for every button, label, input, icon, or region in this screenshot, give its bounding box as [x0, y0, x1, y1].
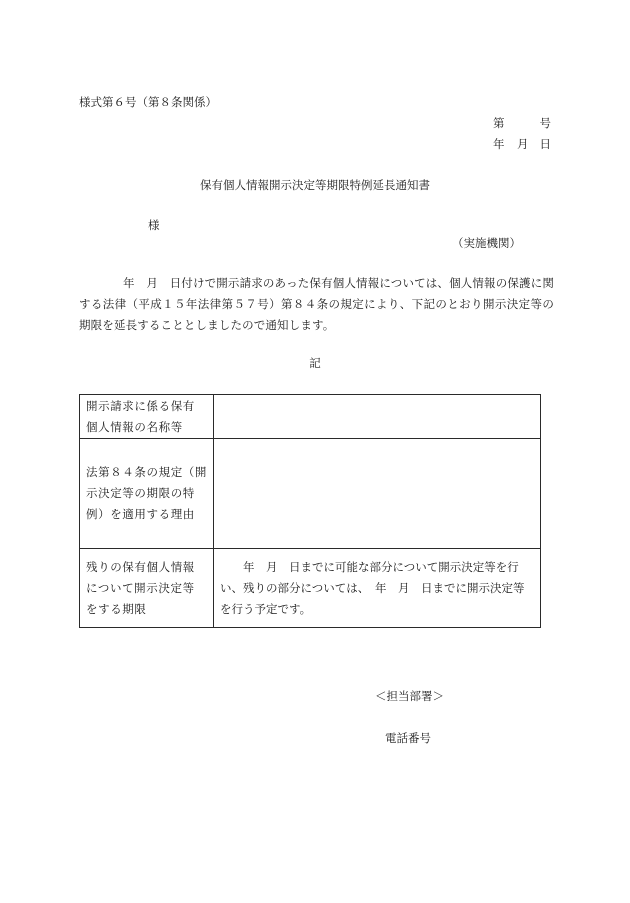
number-label-go: 号 — [539, 116, 551, 130]
row-value — [214, 439, 541, 549]
date-month: 月 — [517, 137, 529, 151]
date-day: 日 — [539, 137, 551, 151]
row-label — [80, 549, 214, 628]
row-label — [80, 439, 214, 549]
issuing-agency: （実施機関） — [452, 236, 521, 250]
row-value — [214, 549, 541, 628]
row-label-text: 残りの保有個人情報 について開示決定等 をする期限 — [86, 559, 195, 616]
contact-department: ＜担当部署＞ — [375, 689, 444, 703]
row-label — [80, 395, 214, 439]
ki-heading: 記 — [309, 356, 321, 370]
date-year: 年 — [493, 137, 505, 151]
notice-body — [79, 273, 554, 336]
table-row — [80, 439, 541, 549]
contact-phone: 電話番号 — [385, 731, 431, 745]
table-row — [80, 549, 541, 628]
table-row — [80, 395, 541, 439]
row-label-text: 開示請求に係る保有 個人情報の名称等 — [86, 398, 195, 434]
row-value — [214, 395, 541, 439]
document-title: 保有個人情報開示決定等期限特例延長通知書 — [200, 178, 430, 192]
details-table — [79, 394, 541, 628]
row-label-text: 法第８４条の規定（開 示決定等の期限の特 例）を適用する理由 — [86, 465, 207, 521]
number-label-dai: 第 — [493, 116, 505, 130]
form-number: 様式第６号（第８条関係） — [79, 95, 217, 109]
addressee: 様 — [148, 218, 160, 232]
notice-body-text: 年 月 日付けで開示請求のあった保有個人情報については、個人情報の保護に関する法律（平成１５年法律第５７号）第８４条の規定により、下記のとおり開示決定等の期限を延長することとしましたので通知します。 — [79, 276, 554, 332]
row-value-text: 年 月 日までに可能な部分について開示決定等を行い、残りの部分については、 年 月 日までに開示決定等を行う予定です。 — [220, 559, 525, 616]
